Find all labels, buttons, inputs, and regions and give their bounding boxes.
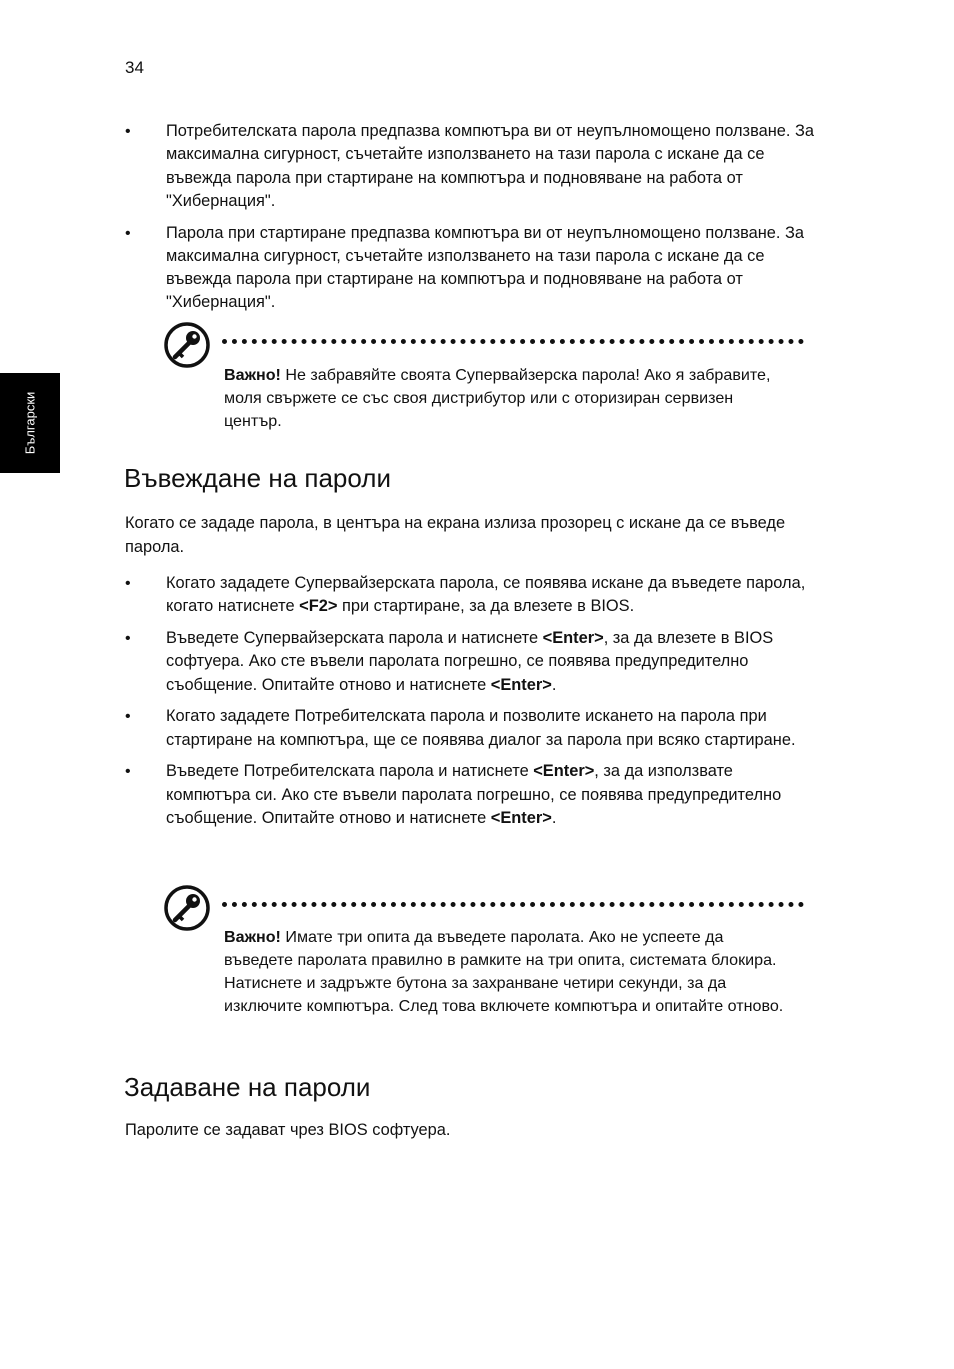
password-entry-list <box>125 572 815 830</box>
key-label: <Enter> <box>533 762 595 781</box>
note-text <box>224 926 784 1018</box>
bullet: • <box>125 763 131 781</box>
key-label: <Enter> <box>490 675 552 694</box>
list-item-text: Потребителската парола предпазва компютъра ви от неупълномощено ползване. За максимална сигурност, съчетайте използването на тази парола с искане да се въвежда парола при стартиране на компютъра и подновяване на работа от "Хибернация". <box>166 122 814 210</box>
note-body: Имате три опита да въведете паролата. Ако не успеете да въведете паролата правилно в рамките на три опита, системата блокира. Натиснете и задръжте бутона за захранване четири секунди, за да изключите компютъра. След това включете компютъра и опитайте отново. <box>224 928 784 1015</box>
list-item-text: Въведете Потребителската парола и натиснете <box>166 762 534 781</box>
key-label: <Enter> <box>490 808 552 827</box>
page-number: 34 <box>125 58 144 77</box>
bullet: • <box>125 123 131 140</box>
note-label: Важно! <box>224 366 281 384</box>
list-item-text: . <box>551 808 557 827</box>
list-item-text: Парола при стартиране предпазва компютъра ви от неупълномощено ползване. За максимална сигурност, съчетайте използването на тази парола с искане да се въвежда парола при стартиране на компютъра и подновяване на работа от "Хибернация". <box>166 223 805 312</box>
list-item-text: , за да влезете в BIOS софтуера. Ако сте въвели паролата погрешно, се появява предупредително съобщение. Опитайте отново и натиснете <box>166 628 774 694</box>
list-item <box>125 760 815 830</box>
section-heading: Въвеждане на пароли <box>124 463 391 493</box>
list-item <box>125 705 815 752</box>
section-text: Паролите се задават чрез BIOS софтуера. <box>125 1121 451 1139</box>
list-item <box>125 222 815 315</box>
list-item-text: . <box>551 675 557 694</box>
dotted-separator <box>222 339 804 344</box>
list-item-text: Когато зададете Потребителската парола и позволите искането на парола при стартиране на компютъра, ще се появява диалог за парола при всяко стартиране. <box>166 707 796 749</box>
key-label: <F2> <box>299 597 338 616</box>
list-item-text: при стартиране, за да влезете в BIOS. <box>337 597 635 616</box>
bullet: • <box>125 575 131 592</box>
section-intro: Когато се зададе парола, в центъра на екрана излиза прозорец с искане да се въведе парола. <box>125 514 786 556</box>
list-item-text: Въведете Супервайзерската парола и натиснете <box>166 628 543 647</box>
key-icon <box>164 885 210 931</box>
key-label: <Enter> <box>542 628 604 647</box>
list-item <box>125 120 815 213</box>
language-tab-label: Български <box>22 391 38 455</box>
dotted-separator <box>222 902 804 907</box>
bullet: • <box>125 629 131 647</box>
section-heading: Задаване на пароли <box>124 1072 371 1102</box>
language-tab <box>0 373 60 473</box>
note-body: Не забравяйте своята Супервайзерска парола! Ако я забравите, моля свържете се със своя дистрибутор или с оторизиран сервизен център. <box>224 366 771 430</box>
key-icon <box>164 322 210 368</box>
bullet: • <box>125 224 131 242</box>
note-label: Важно! <box>224 928 281 946</box>
list-item-text: , за да използвате компютъра си. Ако сте въвели паролата погрешно, се появява предупредително съобщение. Опитайте отново и натиснете <box>166 762 782 827</box>
bullet: • <box>125 708 131 726</box>
note-text <box>224 364 784 433</box>
security-bullet-list <box>125 120 815 315</box>
list-item-text: Когато зададете Супервайзерската парола, се появява искане да въведете парола, когато натиснете <box>166 574 806 616</box>
list-item <box>125 627 815 697</box>
list-item <box>125 572 815 619</box>
